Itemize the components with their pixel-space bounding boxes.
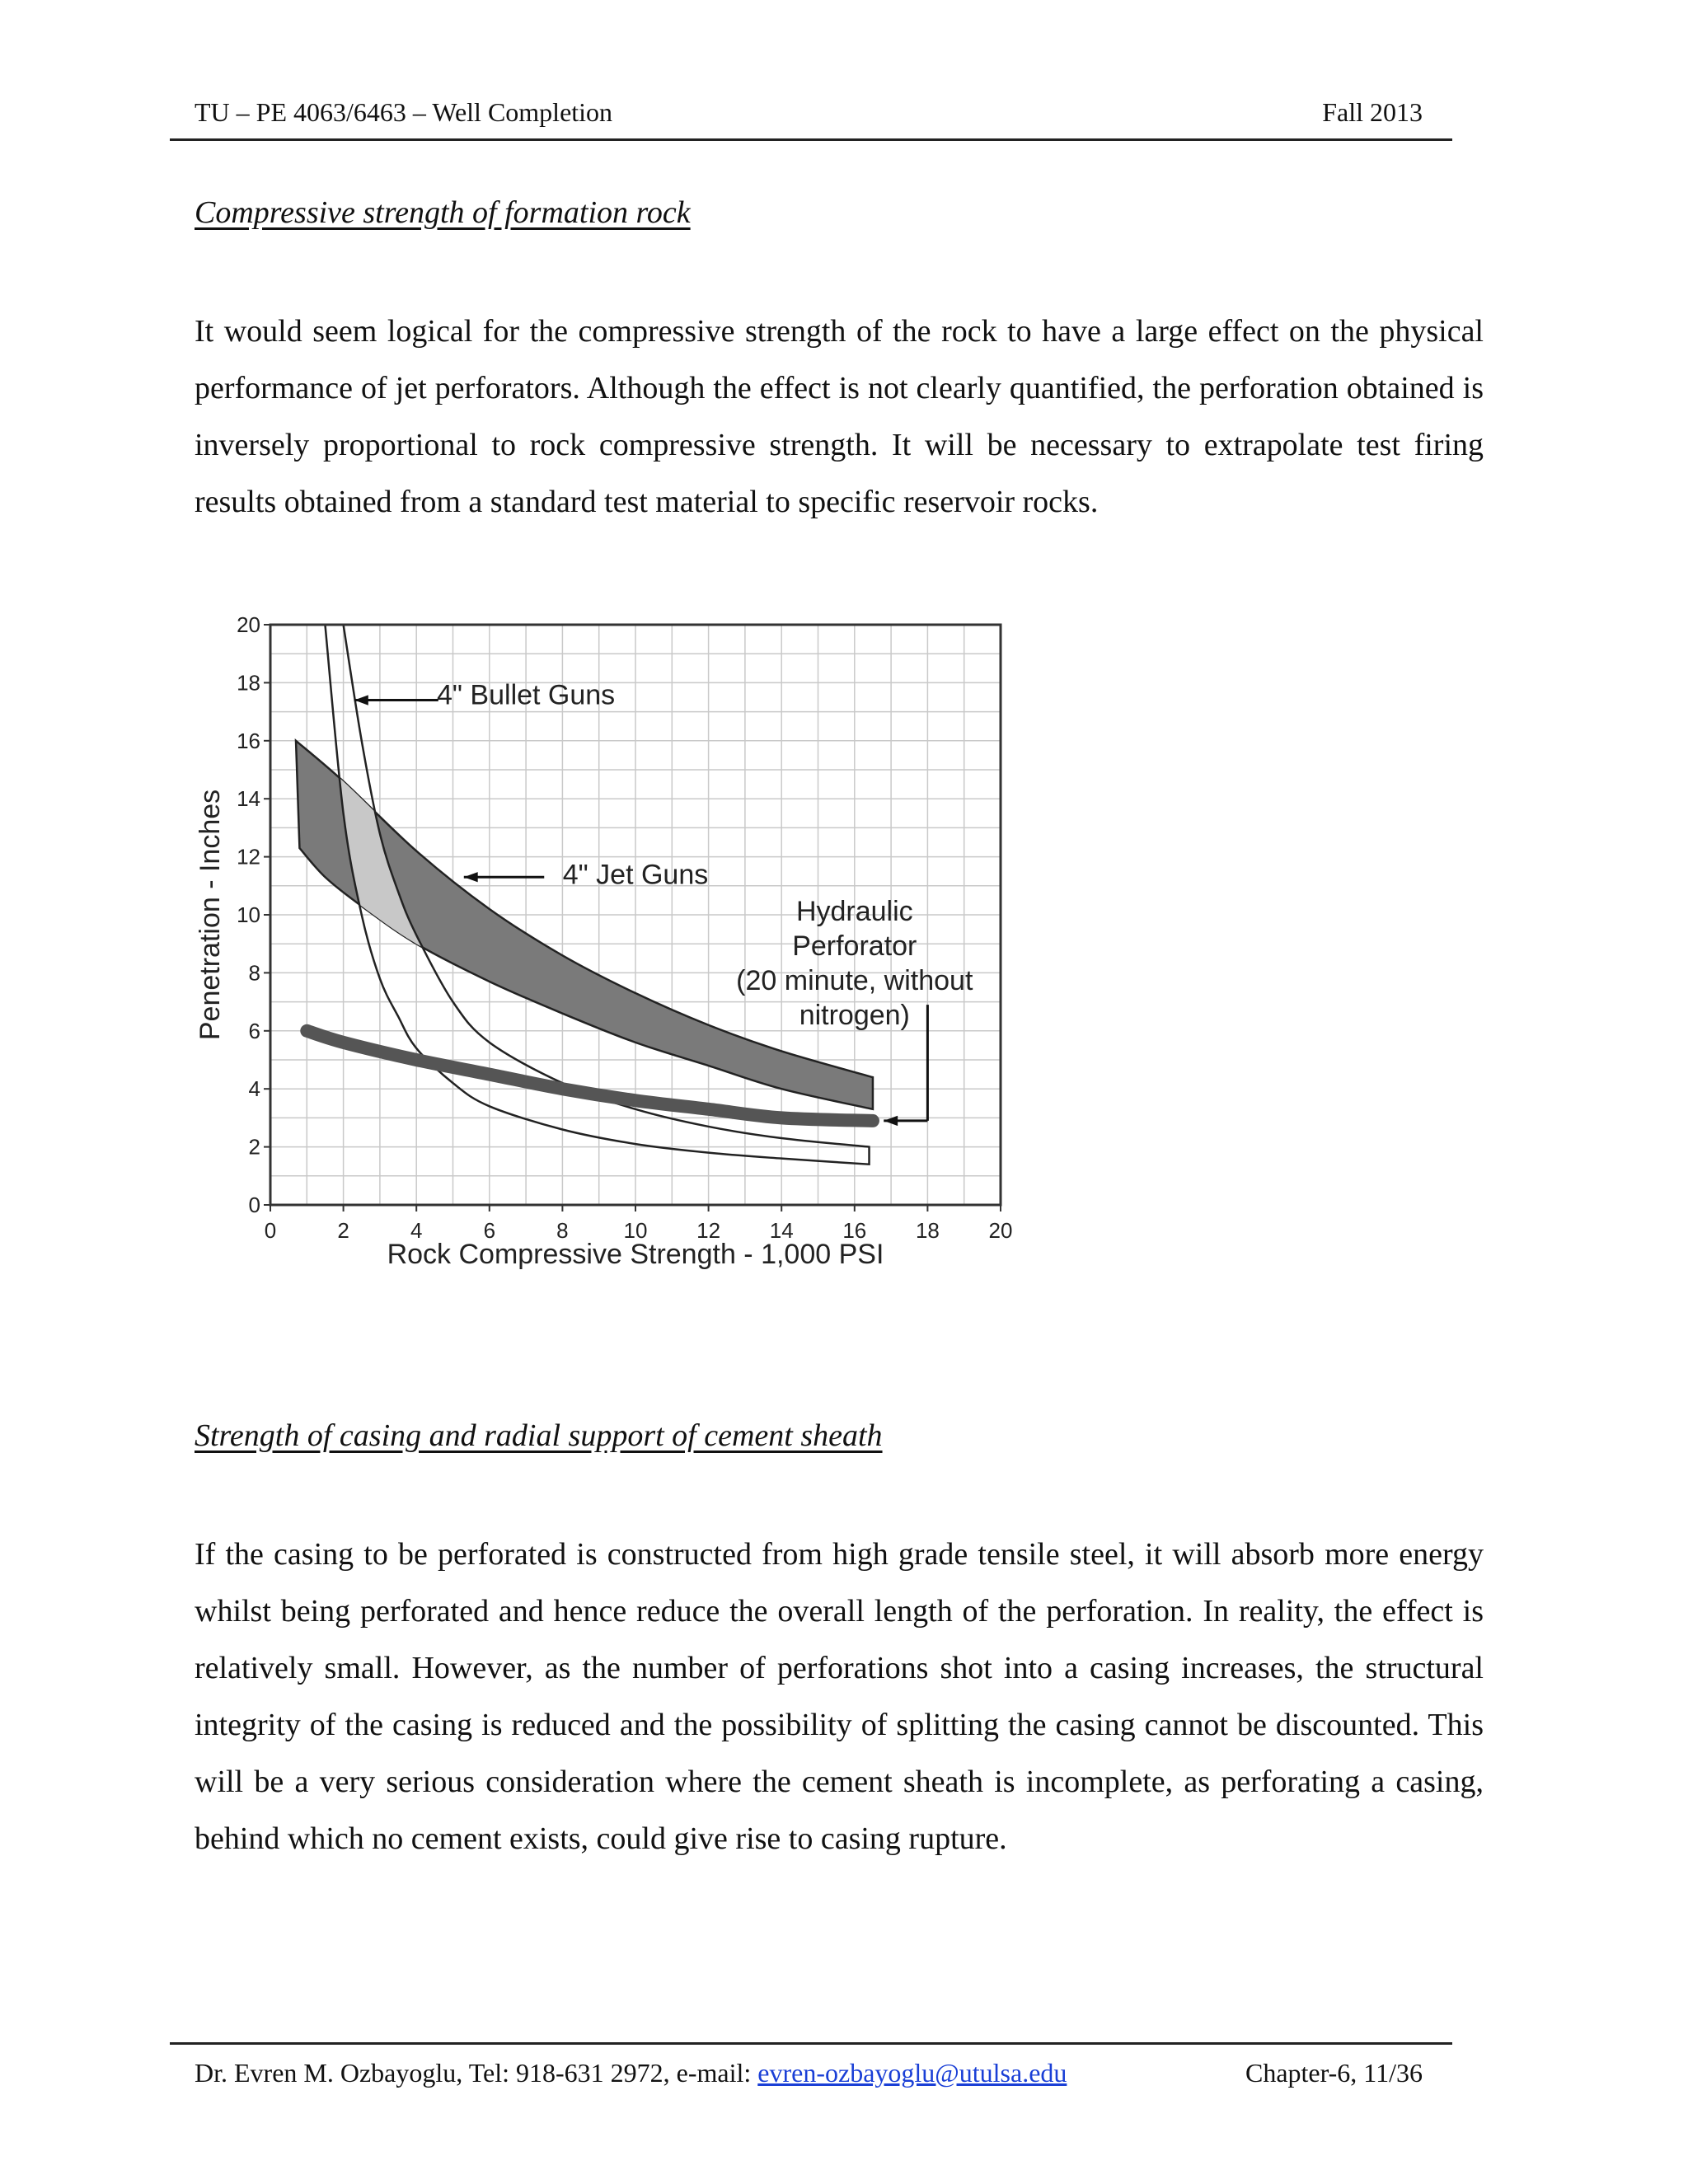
hydraulic-perforator-label-line: Hydraulic — [795, 896, 913, 928]
term-label: Fall 2013 — [1322, 97, 1423, 127]
hydraulic-perforator-label-line: (20 minute, without — [736, 965, 973, 997]
hydraulic-perforator-label-line: nitrogen) — [799, 1000, 910, 1032]
section-heading-rock-strength: Compressive strength of formation rock — [195, 195, 691, 230]
x-tick-label: 20 — [988, 1218, 1013, 1243]
course-title: TU – PE 4063/6463 – Well Completion — [195, 97, 613, 127]
email-link[interactable]: evren-ozbayoglu@utulsa.edu — [757, 2058, 1067, 2088]
x-tick-label: 2 — [337, 1218, 349, 1243]
y-tick-label: 16 — [237, 728, 260, 753]
y-tick-label: 10 — [237, 902, 260, 927]
paragraph-casing-strength: If the casing to be perforated is constructed from high grade tensile steel, it will absorb more energy whilst being perforated and hence reduce the overall length of the perforation. In reality, the effect is relatively small. However, as the number of perforations shot into a casing increases, the structural integrity of the casing is reduced and the possibility of splitting the casing cannot be discounted. This will be a very serious consideration where the cement sheath is incomplete, as perforating a casing, behind which no cement exists, could give rise to casing rupture. — [195, 1537, 1484, 1856]
page-number: Chapter-6, 11/36 — [1245, 2058, 1423, 2088]
y-axis-label: Penetration - Inches — [195, 789, 226, 1041]
page-footer — [170, 2042, 1452, 2088]
x-axis-label: Rock Compressive Strength - 1,000 PSI — [387, 1239, 884, 1270]
x-tick-label: 12 — [696, 1218, 721, 1243]
author-text: Dr. Evren M. Ozbayoglu, Tel: 918-631 2972, e-mail: — [195, 2058, 758, 2088]
y-tick-label: 6 — [248, 1018, 260, 1043]
jet-guns-label: 4" Jet Guns — [562, 859, 709, 891]
x-tick-label: 8 — [556, 1218, 569, 1243]
y-tick-label: 8 — [248, 960, 260, 986]
y-tick-label: 4 — [248, 1076, 260, 1102]
hydraulic-perforator-label-line: Perforator — [792, 930, 917, 963]
x-tick-label: 10 — [623, 1218, 648, 1243]
x-tick-label: 16 — [842, 1218, 867, 1243]
chart-svg — [195, 602, 1019, 1286]
y-tick-label: 2 — [248, 1134, 260, 1160]
x-tick-label: 0 — [264, 1218, 277, 1243]
x-tick-label: 6 — [483, 1218, 496, 1243]
y-tick-label: 20 — [237, 612, 260, 637]
x-tick-label: 18 — [915, 1218, 940, 1243]
page-header — [170, 91, 1452, 141]
section-heading-casing-strength: Strength of casing and radial support of cement sheath — [195, 1418, 883, 1453]
author-contact — [195, 2058, 1067, 2088]
jet-guns-arrow-arrowhead — [464, 872, 478, 882]
y-tick-label: 18 — [237, 670, 260, 696]
y-tick-label: 12 — [237, 844, 260, 869]
bullet-guns-label: 4" Bullet Guns — [437, 679, 616, 711]
x-tick-label: 4 — [410, 1218, 423, 1243]
y-tick-label: 0 — [248, 1193, 260, 1217]
x-tick-label: 14 — [769, 1218, 794, 1243]
paragraph-rock-strength: It would seem logical for the compressive strength of the rock to have a large effect on the physical performance of jet perforators. Although the effect is not clearly quantified, the perforation obtained is inversely proportional to rock compressive strength. It will be necessary to extrapolate test firing results obtained from a standard test material to specific reservoir rocks. — [195, 314, 1484, 519]
penetration-chart — [195, 602, 1019, 1286]
y-tick-label: 14 — [237, 786, 260, 812]
chart-ticks — [237, 612, 1012, 1243]
